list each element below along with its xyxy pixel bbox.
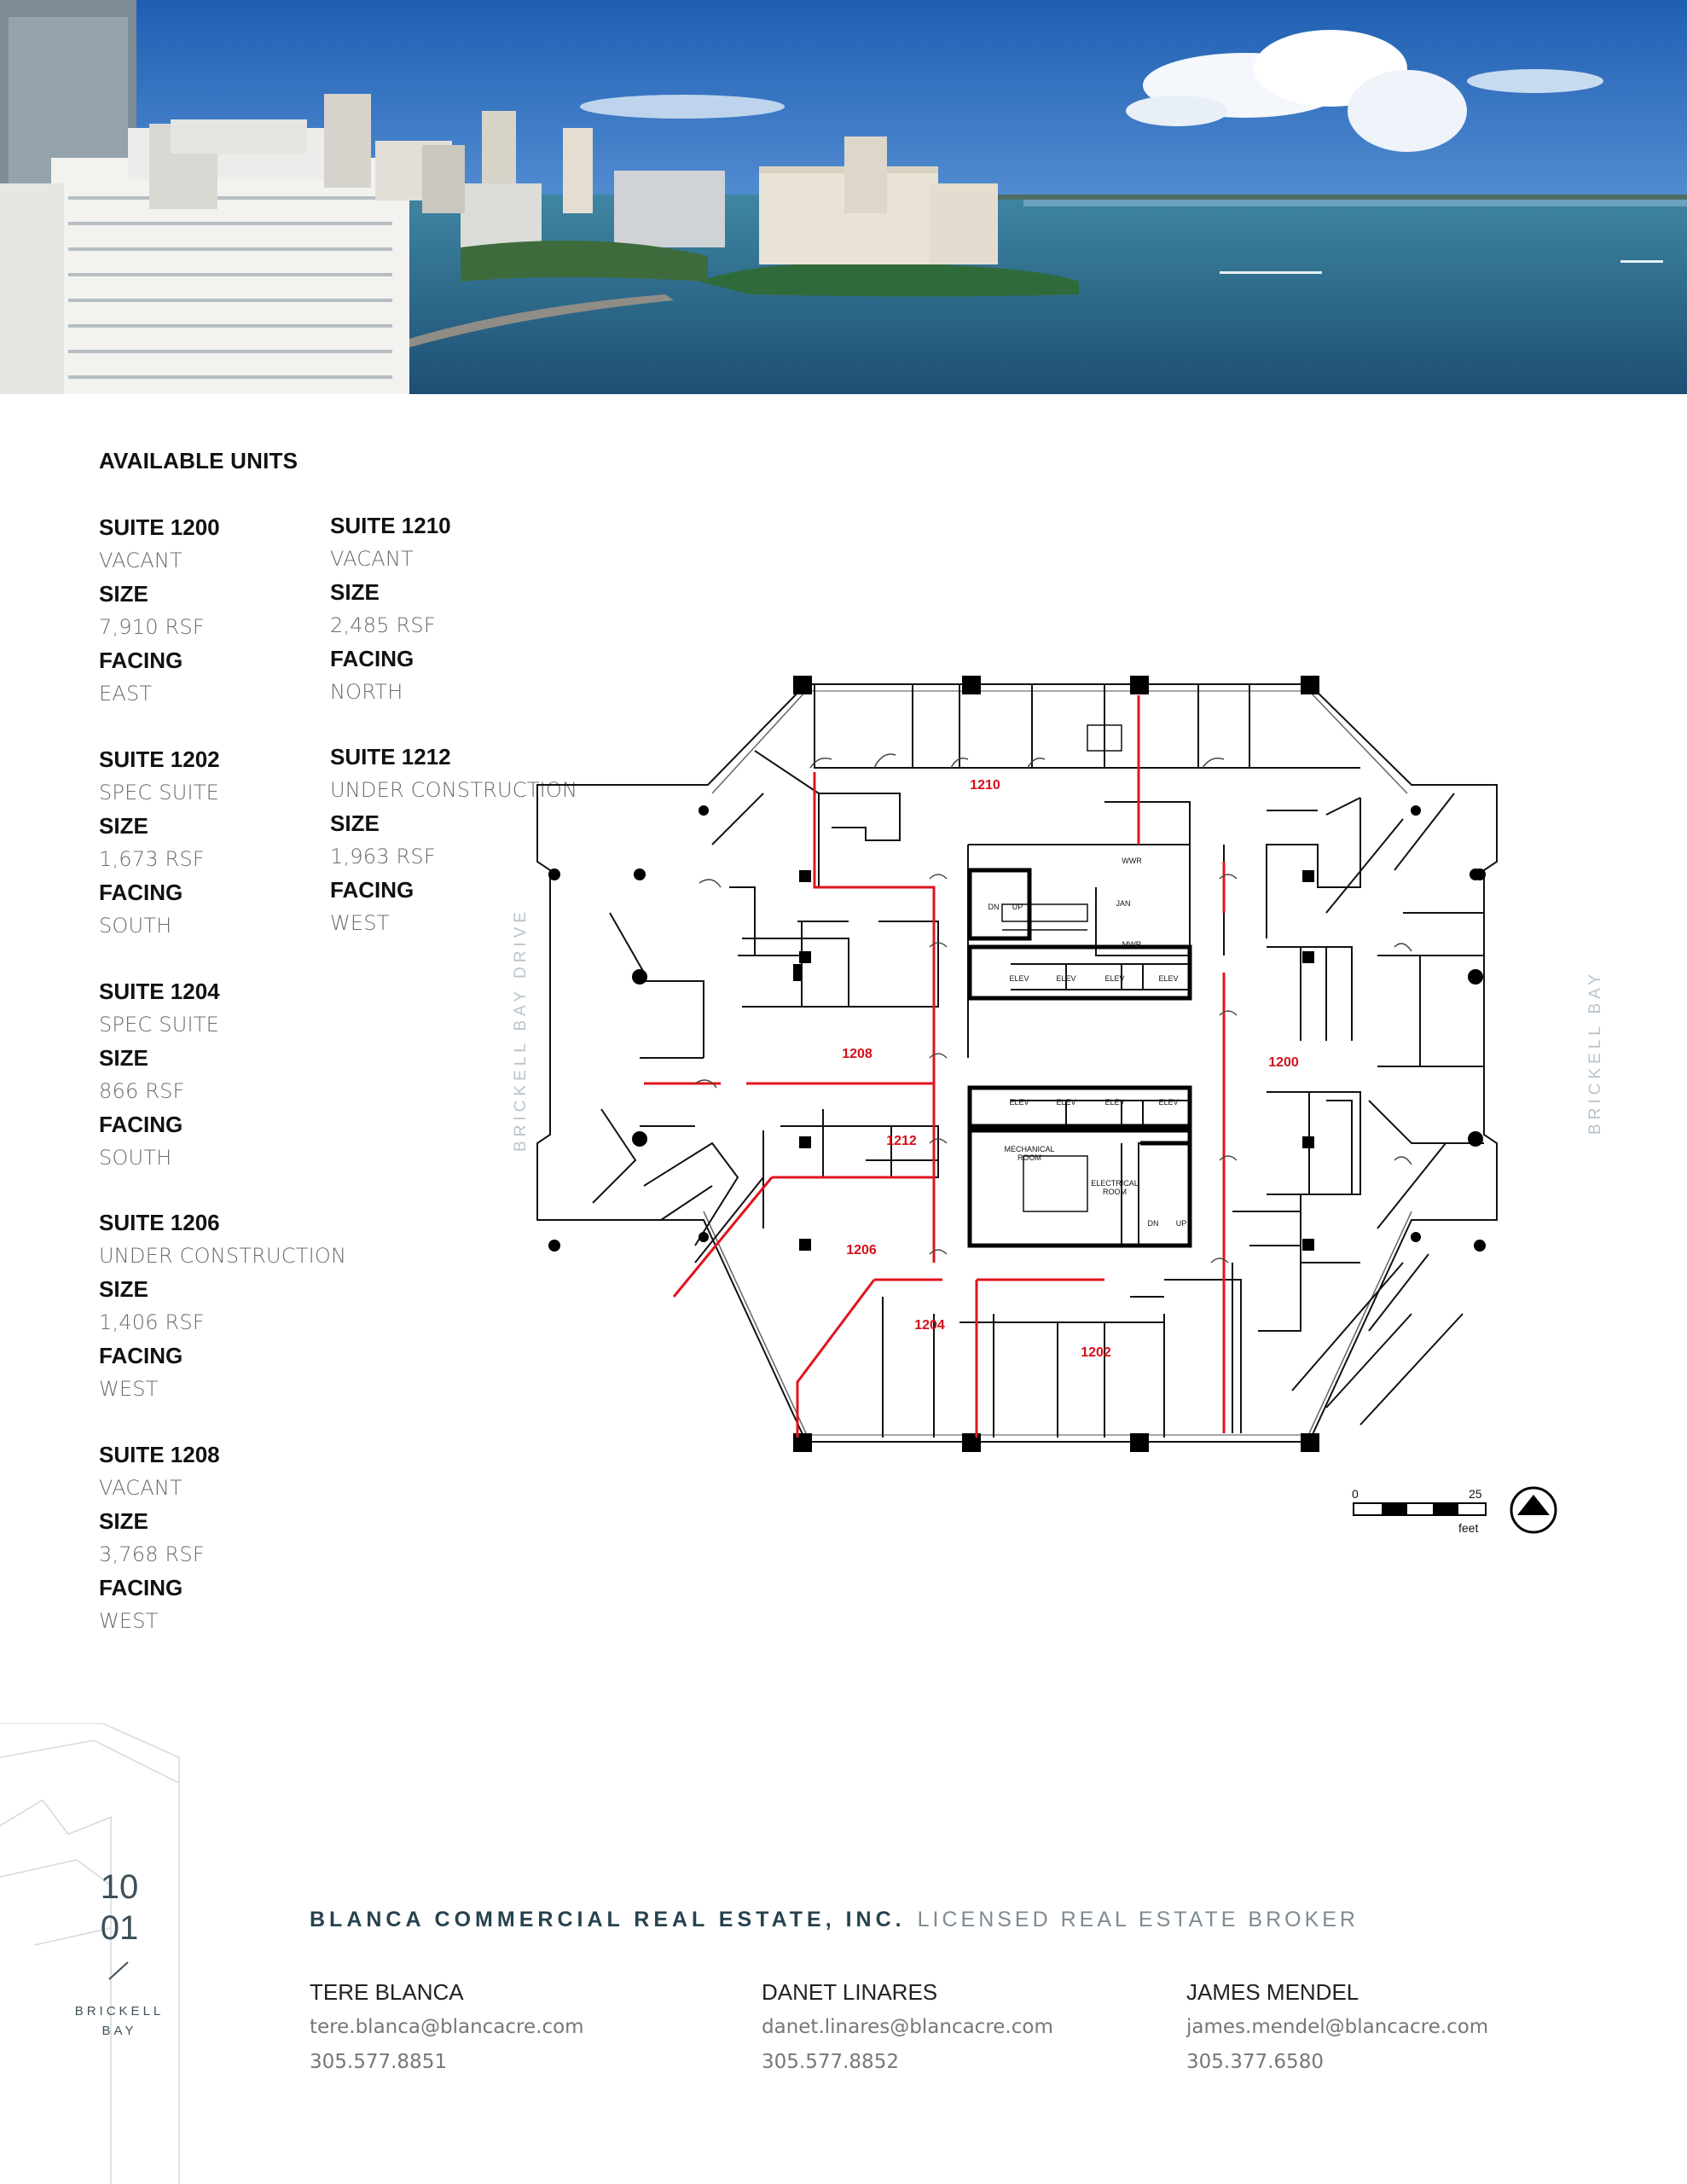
company-name: BLANCA COMMERCIAL REAL ESTATE, INC.: [310, 1908, 906, 1931]
unit-label-1212: 1212: [886, 1134, 917, 1148]
suite-facing: SOUTH: [99, 914, 172, 938]
facing-label: FACING: [99, 1343, 183, 1368]
contact-phone[interactable]: 305.577.8851: [310, 2051, 447, 2073]
suite-status: VACANT: [99, 1476, 183, 1500]
suite-name: SUITE 1208: [99, 1442, 220, 1467]
facing-label: FACING: [330, 646, 415, 671]
street-label-east: BRICKELL BAY: [1586, 969, 1604, 1135]
suite-size: 1,406 RSF: [99, 1310, 205, 1334]
facing-label: FACING: [99, 880, 183, 905]
room-label-mwr: MWR: [1122, 940, 1142, 949]
unit-label-1208: 1208: [842, 1047, 872, 1061]
suite-status: UNDER CONSTRUCTION: [330, 778, 578, 802]
contact-card: [1186, 1975, 1488, 2080]
room-label-electrical-room: ROOM: [1103, 1188, 1127, 1196]
suite-name: SUITE 1210: [330, 513, 451, 538]
scale-bar: [1352, 1487, 1486, 1535]
facing-label: FACING: [99, 648, 183, 673]
contact-card: [310, 1975, 584, 2080]
suite-size: 3,768 RSF: [99, 1542, 205, 1566]
room-label-electrical: ELECTRICAL: [1091, 1179, 1139, 1188]
suite-card-1200: [99, 511, 220, 711]
suite-facing: SOUTH: [99, 1146, 172, 1170]
suite-card-1202: [99, 743, 220, 943]
suite-name: SUITE 1212: [330, 744, 451, 770]
suite-status: SPEC SUITE: [99, 1013, 219, 1037]
suite-card-1208: [99, 1438, 220, 1638]
suite-facing: WEST: [99, 1377, 159, 1401]
brickell-bay-logo: [0, 1723, 183, 2184]
suite-size: 2,485 RSF: [330, 613, 436, 637]
scale-start: 0: [1352, 1487, 1359, 1501]
suite-facing: WEST: [99, 1609, 159, 1633]
suite-size: 1,673 RSF: [99, 847, 205, 871]
scale-end: 25: [1469, 1487, 1482, 1501]
elevator-label: ELEV: [1009, 974, 1029, 983]
hero-photo: [0, 0, 1687, 394]
facing-label: FACING: [330, 877, 415, 903]
stair-label-dn: DN: [1147, 1219, 1159, 1228]
logo-number-bottom: 01: [100, 1909, 139, 1947]
logo-slash: [109, 1962, 128, 1979]
contact-name: JAMES MENDEL: [1186, 1979, 1359, 2005]
logo-line1: BRICKELL: [74, 2004, 165, 2018]
suite-size: 7,910 RSF: [99, 615, 205, 639]
floor-plan: [507, 665, 1599, 1553]
elevator-label: ELEV: [1056, 974, 1076, 983]
stair-label-dn: DN: [988, 903, 1000, 911]
contact-card: [762, 1975, 1053, 2080]
contact-phone[interactable]: 305.377.6580: [1186, 2051, 1324, 2073]
contact-email[interactable]: james.mendel@blancacre.com: [1186, 2016, 1489, 2038]
unit-label-1206: 1206: [846, 1243, 877, 1258]
section-title: AVAILABLE UNITS: [99, 448, 299, 473]
license-text: LICENSED REAL ESTATE BROKER: [917, 1908, 1359, 1931]
unit-label-1200: 1200: [1268, 1055, 1299, 1070]
suite-card-1210: [330, 509, 451, 709]
broker-line: [310, 1908, 1359, 1932]
room-label-mechanical: MECHANICAL: [1004, 1145, 1055, 1153]
stair-label-up: UP: [1175, 1219, 1187, 1228]
suite-facing: EAST: [99, 682, 153, 706]
size-label: SIZE: [99, 1508, 148, 1534]
unit-label-1202: 1202: [1081, 1345, 1111, 1360]
logo-number-top: 10: [100, 1868, 139, 1906]
suite-size: 866 RSF: [99, 1079, 185, 1103]
scale-unit: feet: [1458, 1521, 1479, 1535]
suite-status: VACANT: [330, 547, 414, 571]
room-label-jan: JAN: [1116, 899, 1131, 908]
suite-facing: NORTH: [330, 680, 403, 704]
size-label: SIZE: [330, 579, 380, 605]
street-label-west: BRICKELL BAY DRIVE: [512, 907, 530, 1152]
stair-label-up: UP: [1012, 903, 1023, 911]
suite-size: 1,963 RSF: [330, 845, 436, 868]
elevator-label: ELEV: [1158, 1098, 1179, 1107]
elevator-label: ELEV: [1104, 974, 1125, 983]
suite-name: SUITE 1200: [99, 514, 220, 540]
size-label: SIZE: [99, 1045, 148, 1071]
suite-card-1206: [99, 1206, 346, 1406]
suite-status: VACANT: [99, 549, 183, 572]
room-label-wwr: WWR: [1122, 857, 1142, 865]
contact-name: DANET LINARES: [762, 1979, 938, 2005]
room-label-mechanical-room: ROOM: [1017, 1153, 1041, 1162]
north-arrow-icon: [1511, 1488, 1556, 1532]
suite-name: SUITE 1204: [99, 979, 220, 1004]
elevator-label: ELEV: [1104, 1098, 1125, 1107]
elevator-label: ELEV: [1009, 1098, 1029, 1107]
suite-name: SUITE 1202: [99, 746, 220, 772]
contact-email[interactable]: danet.linares@blancacre.com: [762, 2016, 1053, 2038]
contact-name: TERE BLANCA: [310, 1979, 464, 2005]
elevator-label: ELEV: [1056, 1098, 1076, 1107]
building-outline: [537, 684, 1497, 1442]
suite-facing: WEST: [330, 911, 390, 935]
suite-name: SUITE 1206: [99, 1210, 220, 1235]
elevator-label: ELEV: [1158, 974, 1179, 983]
suite-status: SPEC SUITE: [99, 781, 219, 804]
unit-label-1210: 1210: [970, 778, 1000, 793]
size-label: SIZE: [99, 581, 148, 607]
unit-label-1204: 1204: [914, 1318, 945, 1333]
facing-label: FACING: [99, 1112, 183, 1137]
contact-phone[interactable]: 305.577.8852: [762, 2051, 899, 2073]
suite-card-1204: [99, 975, 220, 1175]
facing-label: FACING: [99, 1575, 183, 1600]
logo-line2: BAY: [101, 2024, 137, 2038]
size-label: SIZE: [99, 813, 148, 839]
contact-email[interactable]: tere.blanca@blancacre.com: [310, 2016, 584, 2038]
size-label: SIZE: [99, 1276, 148, 1302]
size-label: SIZE: [330, 810, 380, 836]
suite-status: UNDER CONSTRUCTION: [99, 1244, 347, 1268]
